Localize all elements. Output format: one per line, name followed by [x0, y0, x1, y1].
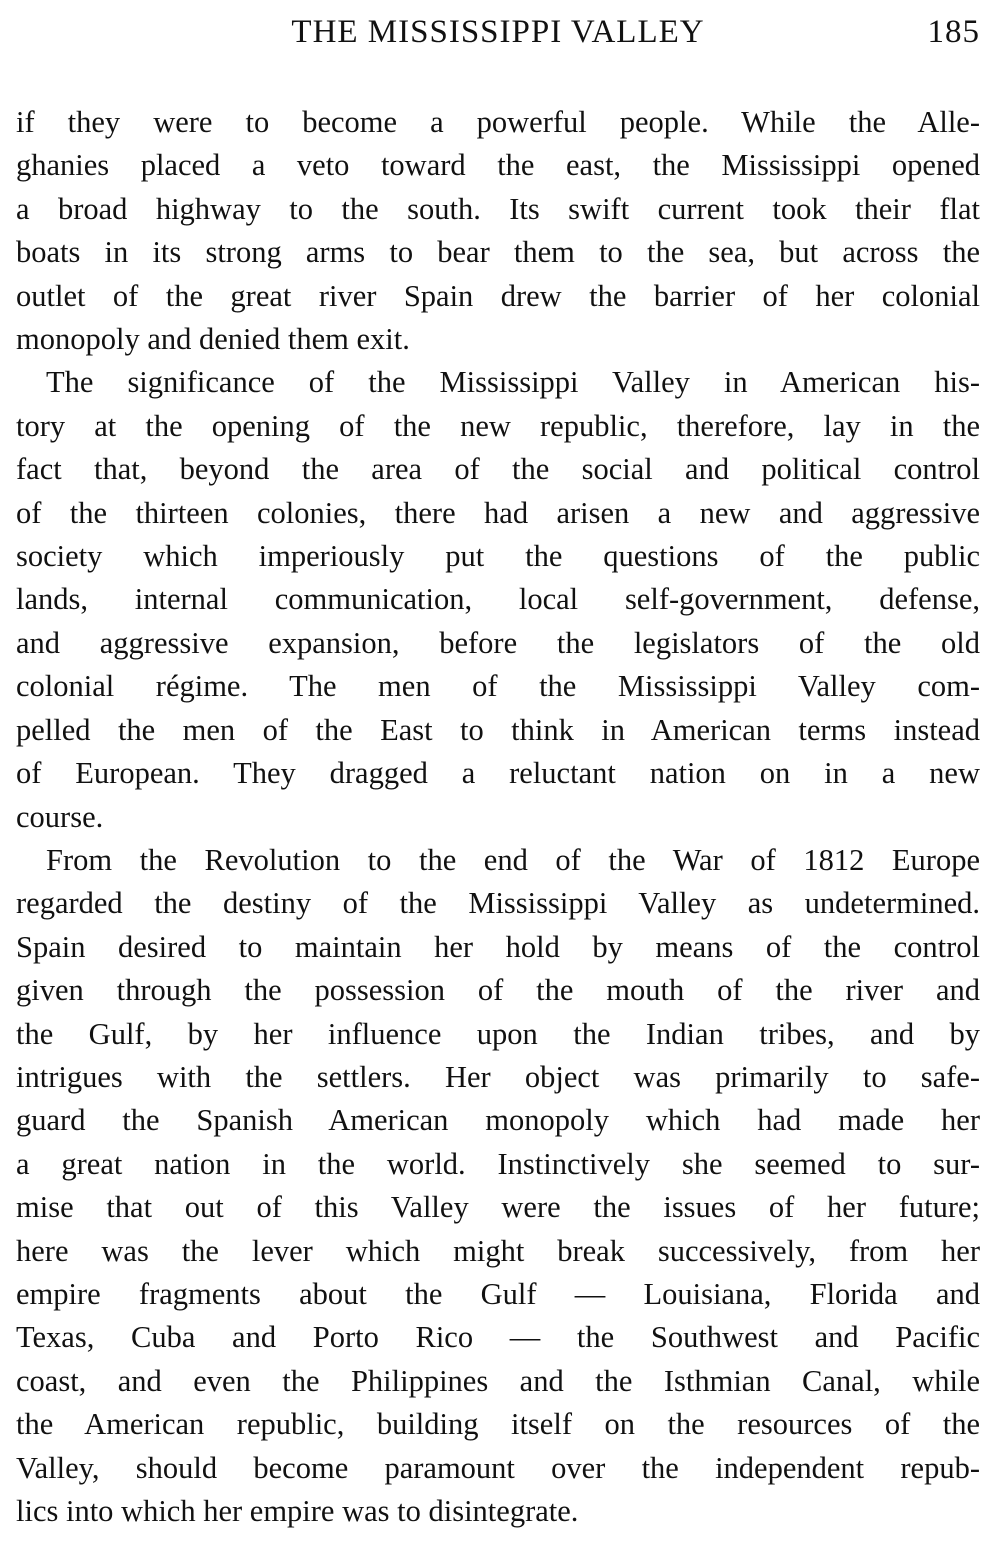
paragraph-2	[16, 361, 980, 838]
text-line: Texas, Cuba and Porto Rico — the Southwest and Pacific	[16, 1320, 980, 1355]
text-line: a great nation in the world. Instinctively she seemed to sur-	[16, 1146, 980, 1181]
text-line: the American republic, building itself on the resources of the	[16, 1407, 980, 1442]
paragraph-1	[16, 101, 980, 361]
text-line: mise that out of this Valley were the issues of her future;	[16, 1190, 980, 1225]
text-line: lics into which her empire was to disintegrate.	[16, 1494, 579, 1528]
running-header	[16, 14, 980, 62]
text-line: guard the Spanish American monopoly which had made her	[16, 1103, 980, 1138]
text-line: fact that, beyond the area of the social and political control	[16, 452, 980, 487]
body-text	[16, 101, 980, 1533]
text-line: of European. They dragged a reluctant nation on in a new	[16, 756, 980, 791]
text-line: regarded the destiny of the Mississippi Valley as undetermined.	[16, 886, 980, 921]
text-line: outlet of the great river Spain drew the barrier of her colonial	[16, 278, 980, 313]
text-line: From the Revolution to the end of the War of 1812 Europe	[46, 842, 980, 877]
text-line: Spain desired to maintain her hold by means of the control	[16, 929, 980, 964]
text-line: course.	[16, 799, 104, 834]
text-line: society which imperiously put the questions of the public	[16, 539, 980, 574]
text-line: monopoly and denied them exit.	[16, 322, 410, 357]
text-line: lands, internal communication, local self-government, defense,	[16, 582, 980, 617]
text-line: ghanies placed a veto toward the east, the Mississippi opened	[16, 148, 980, 183]
text-line: empire fragments about the Gulf — Louisiana, Florida and	[16, 1276, 980, 1311]
page-number: 185	[927, 14, 980, 50]
text-line: and aggressive expansion, before the legislators of the old	[16, 625, 980, 660]
text-line: if they were to become a powerful people. While the Alle-	[16, 105, 980, 139]
text-line: intrigues with the settlers. Her object was primarily to safe-	[16, 1059, 980, 1094]
text-line: here was the lever which might break successively, from her	[16, 1233, 980, 1268]
paragraph-3	[16, 839, 980, 1534]
text-line: The significance of the Mississippi Valley in American his-	[46, 365, 980, 400]
text-line: the Gulf, by her influence upon the Indian tribes, and by	[16, 1016, 980, 1051]
book-page	[16, 14, 980, 1533]
running-title: THE MISSISSIPPI VALLEY	[291, 14, 705, 50]
text-line: a broad highway to the south. Its swift current took their flat	[16, 191, 980, 226]
text-line: colonial régime. The men of the Mississippi Valley com-	[16, 669, 980, 704]
text-line: coast, and even the Philippines and the Isthmian Canal, while	[16, 1363, 980, 1398]
text-line: tory at the opening of the new republic, therefore, lay in the	[16, 408, 980, 443]
text-line: boats in its strong arms to bear them to the sea, but across the	[16, 235, 980, 270]
text-line: Valley, should become paramount over the independent repub-	[16, 1450, 980, 1485]
text-line: pelled the men of the East to think in American terms instead	[16, 712, 980, 747]
text-line: of the thirteen colonies, there had arisen a new and aggressive	[16, 495, 980, 530]
text-line: given through the possession of the mouth of the river and	[16, 973, 980, 1008]
